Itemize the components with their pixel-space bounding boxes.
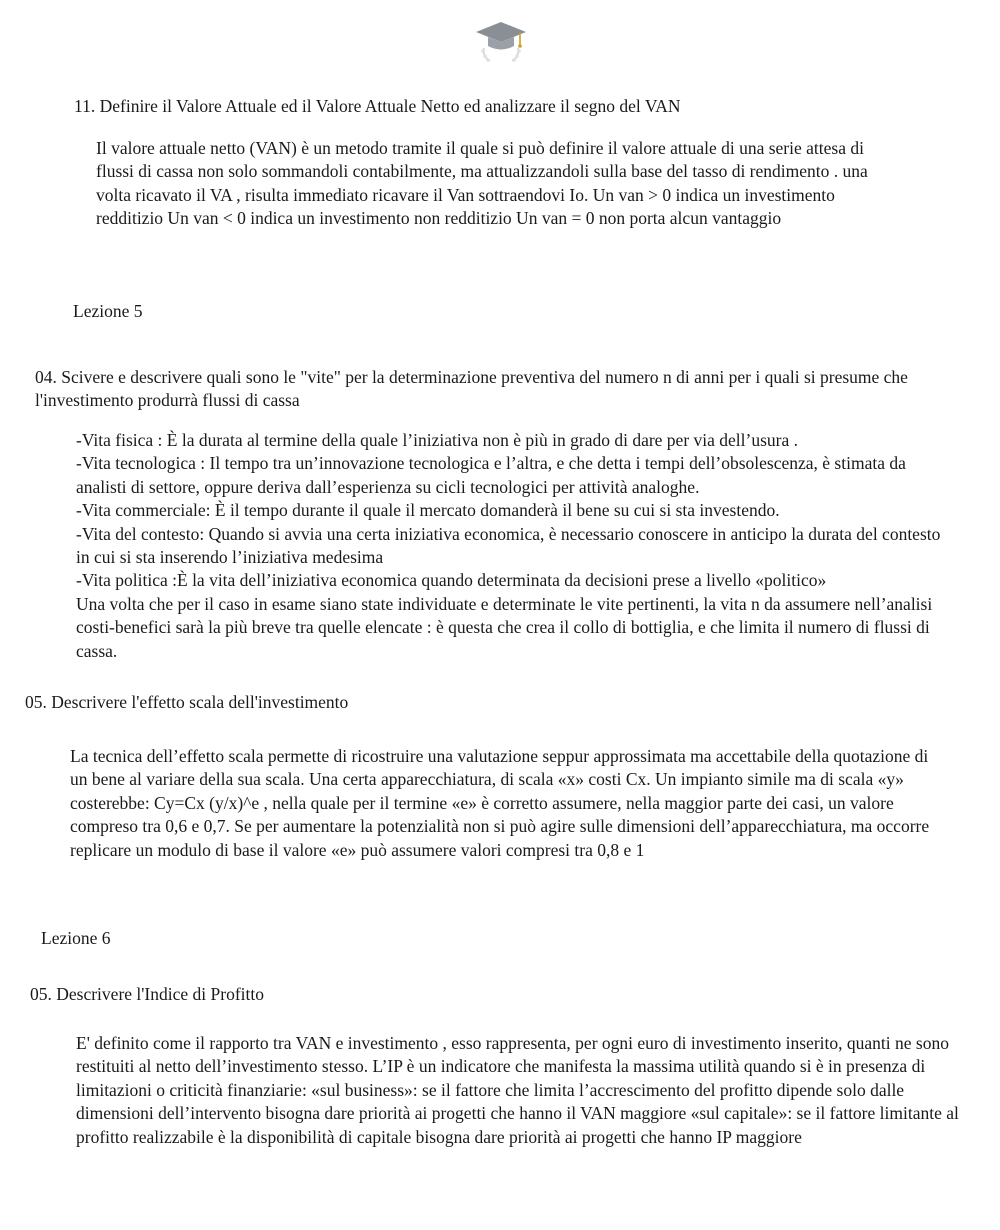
question-04-answer xyxy=(76,429,946,663)
question-05-indice-profitto-title: 05. Descrivere l'Indice di Profitto xyxy=(30,984,264,1004)
graduation-cap-icon xyxy=(474,18,528,64)
question-11-answer-text: Il valore attuale netto (VAN) è un metodo tramite il quale si può definire il valore attuale di una serie attesa di flussi di cassa non solo sommandoli contabilmente, ma attualizzandoli sulla base del tasso di rendimento . una volta ricavato il VA , risulta immediato ricavare il Van sottraendovi Io. Un van > 0 indica un investimento redditizio Un van < 0 indica un investimento non redditizio Un van = 0 non porta alcun vantaggio xyxy=(96,138,868,229)
question-11-title: 11. Definire il Valore Attuale ed il Valore Attuale Netto ed analizzare il segno del VAN xyxy=(74,96,681,116)
effetto-scala-text: La tecnica dell’effetto scala permette di ricostruire una valutazione seppur approssimata ma accettabile della quotazione di un bene al variare della sua scala. Una certa apparecchiatura, di scala «x» costi Cx. Un impianto simile ma di scala «y» costerebbe: Cy=Cx (y/x)^e , nella quale per il termine «e» è corretto assumere, nella maggior parte dei casi, un valore compreso tra 0,6 e 0,7. Se per aumentare la potenzialità non si può agire sulle dimensioni dell’apparecchiatura, ma occorre replicare un modulo di base il valore «e» può assumere valori compresi tra 0,8 e 1 xyxy=(70,746,930,860)
question-05-effetto-scala-title: 05. Descrivere l'effetto scala dell'investimento xyxy=(25,692,349,712)
vita-commerciale-item: -Vita commerciale: È il tempo durante il quale il mercato domanderà il bene su cui si sta investendo. xyxy=(76,500,780,521)
question-04-title: 04. Scivere e descrivere quali sono le "vite" per la determinazione preventiva del numero n di anni per i quali si presume che l'investimento produrrà flussi di cassa xyxy=(35,367,908,411)
question-05-effetto-scala-answer xyxy=(70,745,940,862)
lesson-6-heading: Lezione 6 xyxy=(41,928,111,948)
vita-tecnologica-item: -Vita tecnologica : Il tempo tra un’innovazione tecnologica e l’altra, e che detta i tempi dell’obsolescenza, è stimata da analisti di settore, oppure deriva dall’esperienza su cicli tecnologici per attività analoghe. xyxy=(76,453,906,497)
question-11-answer xyxy=(96,137,896,231)
lesson-5-heading: Lezione 5 xyxy=(73,301,143,321)
vita-contesto-item: -Vita del contesto: Quando si avvia una certa iniziativa economica, è necessario conoscere in anticipo la durata del contesto in cui si sta inserendo l’iniziativa medesima xyxy=(76,523,941,568)
vita-fisica-item: -Vita fisica : È la durata al termine della quale l’iniziativa non è più in grado di dare per via dell’usura . xyxy=(76,430,799,450)
vite-conclusion: Una volta che per il caso in esame siano state individuate e determinate le vite pertinenti, la vita n da assumere nell’analisi costi-benefici sarà la più breve tra quelle elencate : è questa che crea il collo di bottiglia, e che limita il numero di flussi di cassa. xyxy=(76,593,933,661)
indice-profitto-text: E' definito come il rapporto tra VAN e investimento , esso rappresenta, per ogni euro di investimento inserito, quanti ne sono restituiti al netto dell’investimento stesso. L’IP è un indicatore che manifesta la massima utilità quando si è in presenza di limitazioni o criticità finanziarie: «sul business»: se il fattore che limita l’accrescimento del profitto dipende solo dalle dimensioni dell’intervento bisogna dare priorità ai progetti che hanno il VAN maggiore «sul capitale»: se il fattore limitante al profitto realizzabile è la disponibilità di capitale bisogna dare priorità ai progetti che hanno IP maggiore xyxy=(76,1033,959,1147)
vita-politica-item: -Vita politica :È la vita dell’iniziativa economica quando determinata da decisioni prese a livello «politico» xyxy=(76,570,827,591)
question-05-indice-profitto-answer xyxy=(76,1032,971,1149)
